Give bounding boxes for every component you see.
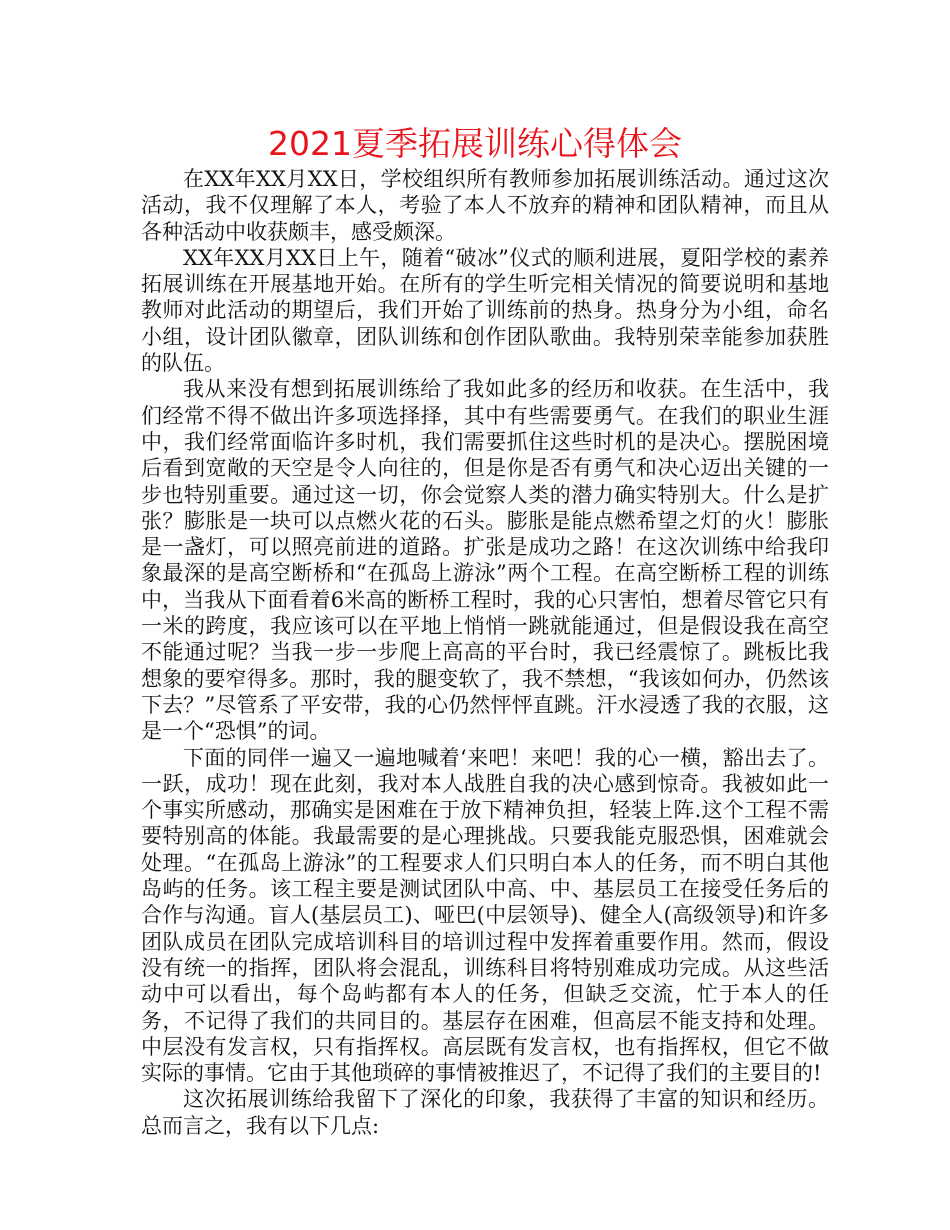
document-title: 2021夏季拓展训练心得体会 [268, 124, 682, 163]
paragraph: 我从来没有想到拓展训练给了我如此多的经历和收获。在生活中，我们经常不得不做出许多项选择择，其中有些需要勇气。在我们的职业生涯中，我们经常面临许多时机，我们需要抓住这些时机的是决心。摆脱困境后看到宽敞的天空是令人向往的，但是你是否有勇气和决心迈出关键的一步也特别重要。通过这一切，你会觉察人类的潜力确实特别大。什么是扩张？膨胀是一块可以点燃火花的石头。膨胀是能点燃希望之灯的火！膨胀是一盏灯，可以照亮前进的道路。扩张是成功之路！在这次训练中给我印象最深的是高空断桥和“在孤岛上游泳”两个工程。在高空断桥工程的训练中，当我从下面看着6米高的断桥工程时，我的心只害怕，想着尽管它只有一米的跨度，我应该可以在平地上悄悄一跳就能通过，但是假设我在高空不能通过呢？当我一步一步爬上高高的平台时，我已经震惊了。跳板比我想象的要窄得多。那时，我的腿变软了，我不禁想，“我该如何办，仍然该下去？”尽管系了平安带，我的心仍然怦怦直跳。汗水浸透了我的衣服，这是一个“恐惧”的词。 [141, 377, 829, 744]
paragraph: 在XX年XX月XX日，学校组织所有教师参加拓展训练活动。通过这次活动，我不仅理解了本人，考验了本人不放弃的精神和团队精神，而且从各种活动中收获颇丰，感受颇深。 [141, 167, 829, 244]
paragraph: 下面的同伴一遍又一遍地喊着‘来吧！来吧！我的心一横，豁出去了。一跃，成功！现在此刻，我对本人战胜自我的决心感到惊奇。我被如此一个事实所感动，那确实是困难在于放下精神负担，轻装上阵.这个工程不需要特别高的体能。我最需要的是心理挑战。只要我能克服恐惧，困难就会处理。“在孤岛上游泳”的工程要求人们只明白本人的任务，而不明白其他岛屿的任务。该工程主要是测试团队中高、中、基层员工在接受任务后的合作与沟通。盲人(基层员工)、哑巴(中层领导)、健全人(高级领导)和许多团队成员在团队完成培训科目的培训过程中发挥着重要作用。然而，假设没有统一的指挥，团队将会混乱，训练科目将特别难成功完成。从这些活动中可以看出，每个岛屿都有本人的任务，但缺乏交流，忙于本人的任务，不记得了我们的共同目的。基层存在困难，但高层不能支持和处理。中层没有发言权，只有指挥权。高层既有发言权，也有指挥权，但它不做实际的事情。它由于其他琐碎的事情被推迟了，不记得了我们的主要目的! [141, 745, 829, 1086]
document-body [141, 166, 829, 1139]
paragraph: 这次拓展训练给我留下了深化的印象，我获得了丰富的知识和经历。总而言之，我有以下几点: [141, 1087, 829, 1138]
paragraph: XX年XX月XX日上午，随着“破冰”仪式的顺利进展，夏阳学校的素养拓展训练在开展基地开始。在所有的学生听完相关情况的简要说明和基地教师对此活动的期望后，我们开始了训练前的热身。热身分为小组，命名小组，设计团队徽章，团队训练和创作团队歌曲。我特别荣幸能参加获胜的队伍。 [141, 245, 829, 376]
